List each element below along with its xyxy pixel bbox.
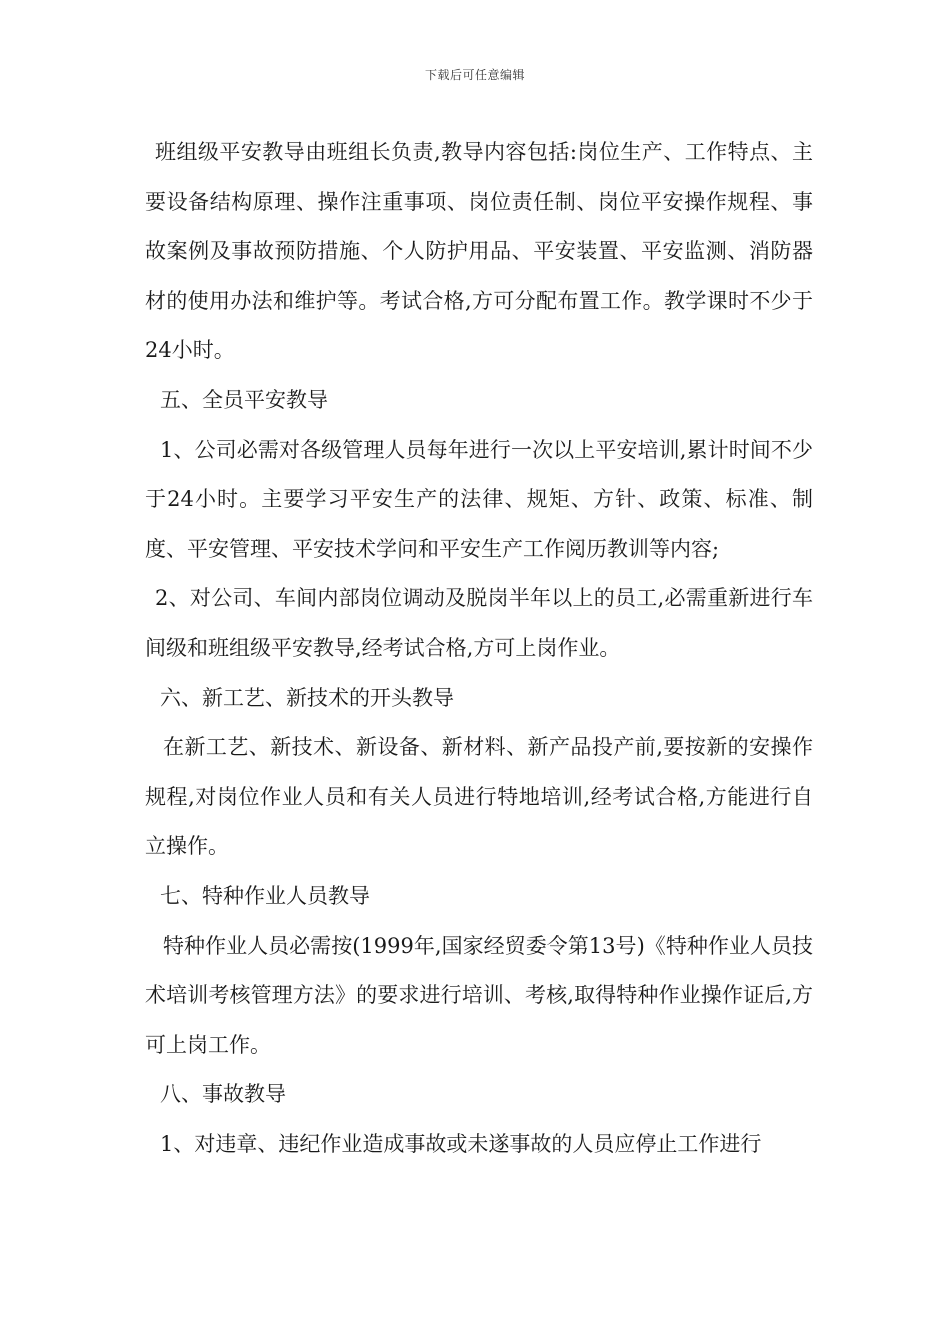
paragraph-section-5-item-2: 2、对公司、车间内部岗位调动及脱岗半年以上的员工,必需重新进行车间级和班组级平安教导,经考试合格,方可上岗作业。 [145,586,813,660]
paragraph-section-8-item-1: 1、对违章、违纪作业造成事故或未遂事故的人员应停止工作进行 [160,1131,762,1156]
section-heading-6: 六、新工艺、新技术的开头教导 [160,685,454,710]
section-heading-8: 八、事故教导 [160,1082,286,1107]
section-heading-5: 五、全员平安教导 [160,387,328,412]
page-header: 下载后可任意编辑 [424,68,525,82]
paragraph-section-6-body: 在新工艺、新技术、新设备、新材料、新产品投产前,要按新的安操作规程,对岗位作业人员和有关人员进行特地培训,经考试合格,方能进行自立操作。 [145,735,813,859]
document-body [145,128,813,1169]
paragraph-section-7-body: 特种作业人员必需按(1999年,国家经贸委令第13号)《特种作业人员技术培训考核管理方法》的要求进行培训、考核,取得特种作业操作证后,方可上岗工作。 [145,933,813,1057]
section-heading-7: 七、特种作业人员教导 [160,883,370,908]
paragraph-team-level-education: 班组级平安教导由班组长负责,教导内容包括:岗位生产、工作特点、主要设备结构原理、操作注重事项、岗位责任制、岗位平安操作规程、事故案例及事故预防措施、个人防护用品、平安装置、平安监测、消防器材的使用办法和维护等。考试合格,方可分配布置工作。教学课时不少于24小时。 [145,140,813,363]
paragraph-section-5-item-1: 1、公司必需对各级管理人员每年进行一次以上平安培训,累计时间不少于24小时。主要学习平安生产的法律、规矩、方针、政策、标准、制度、平安管理、平安技术学问和平安生产工作阅历教训等内容; [145,437,813,561]
